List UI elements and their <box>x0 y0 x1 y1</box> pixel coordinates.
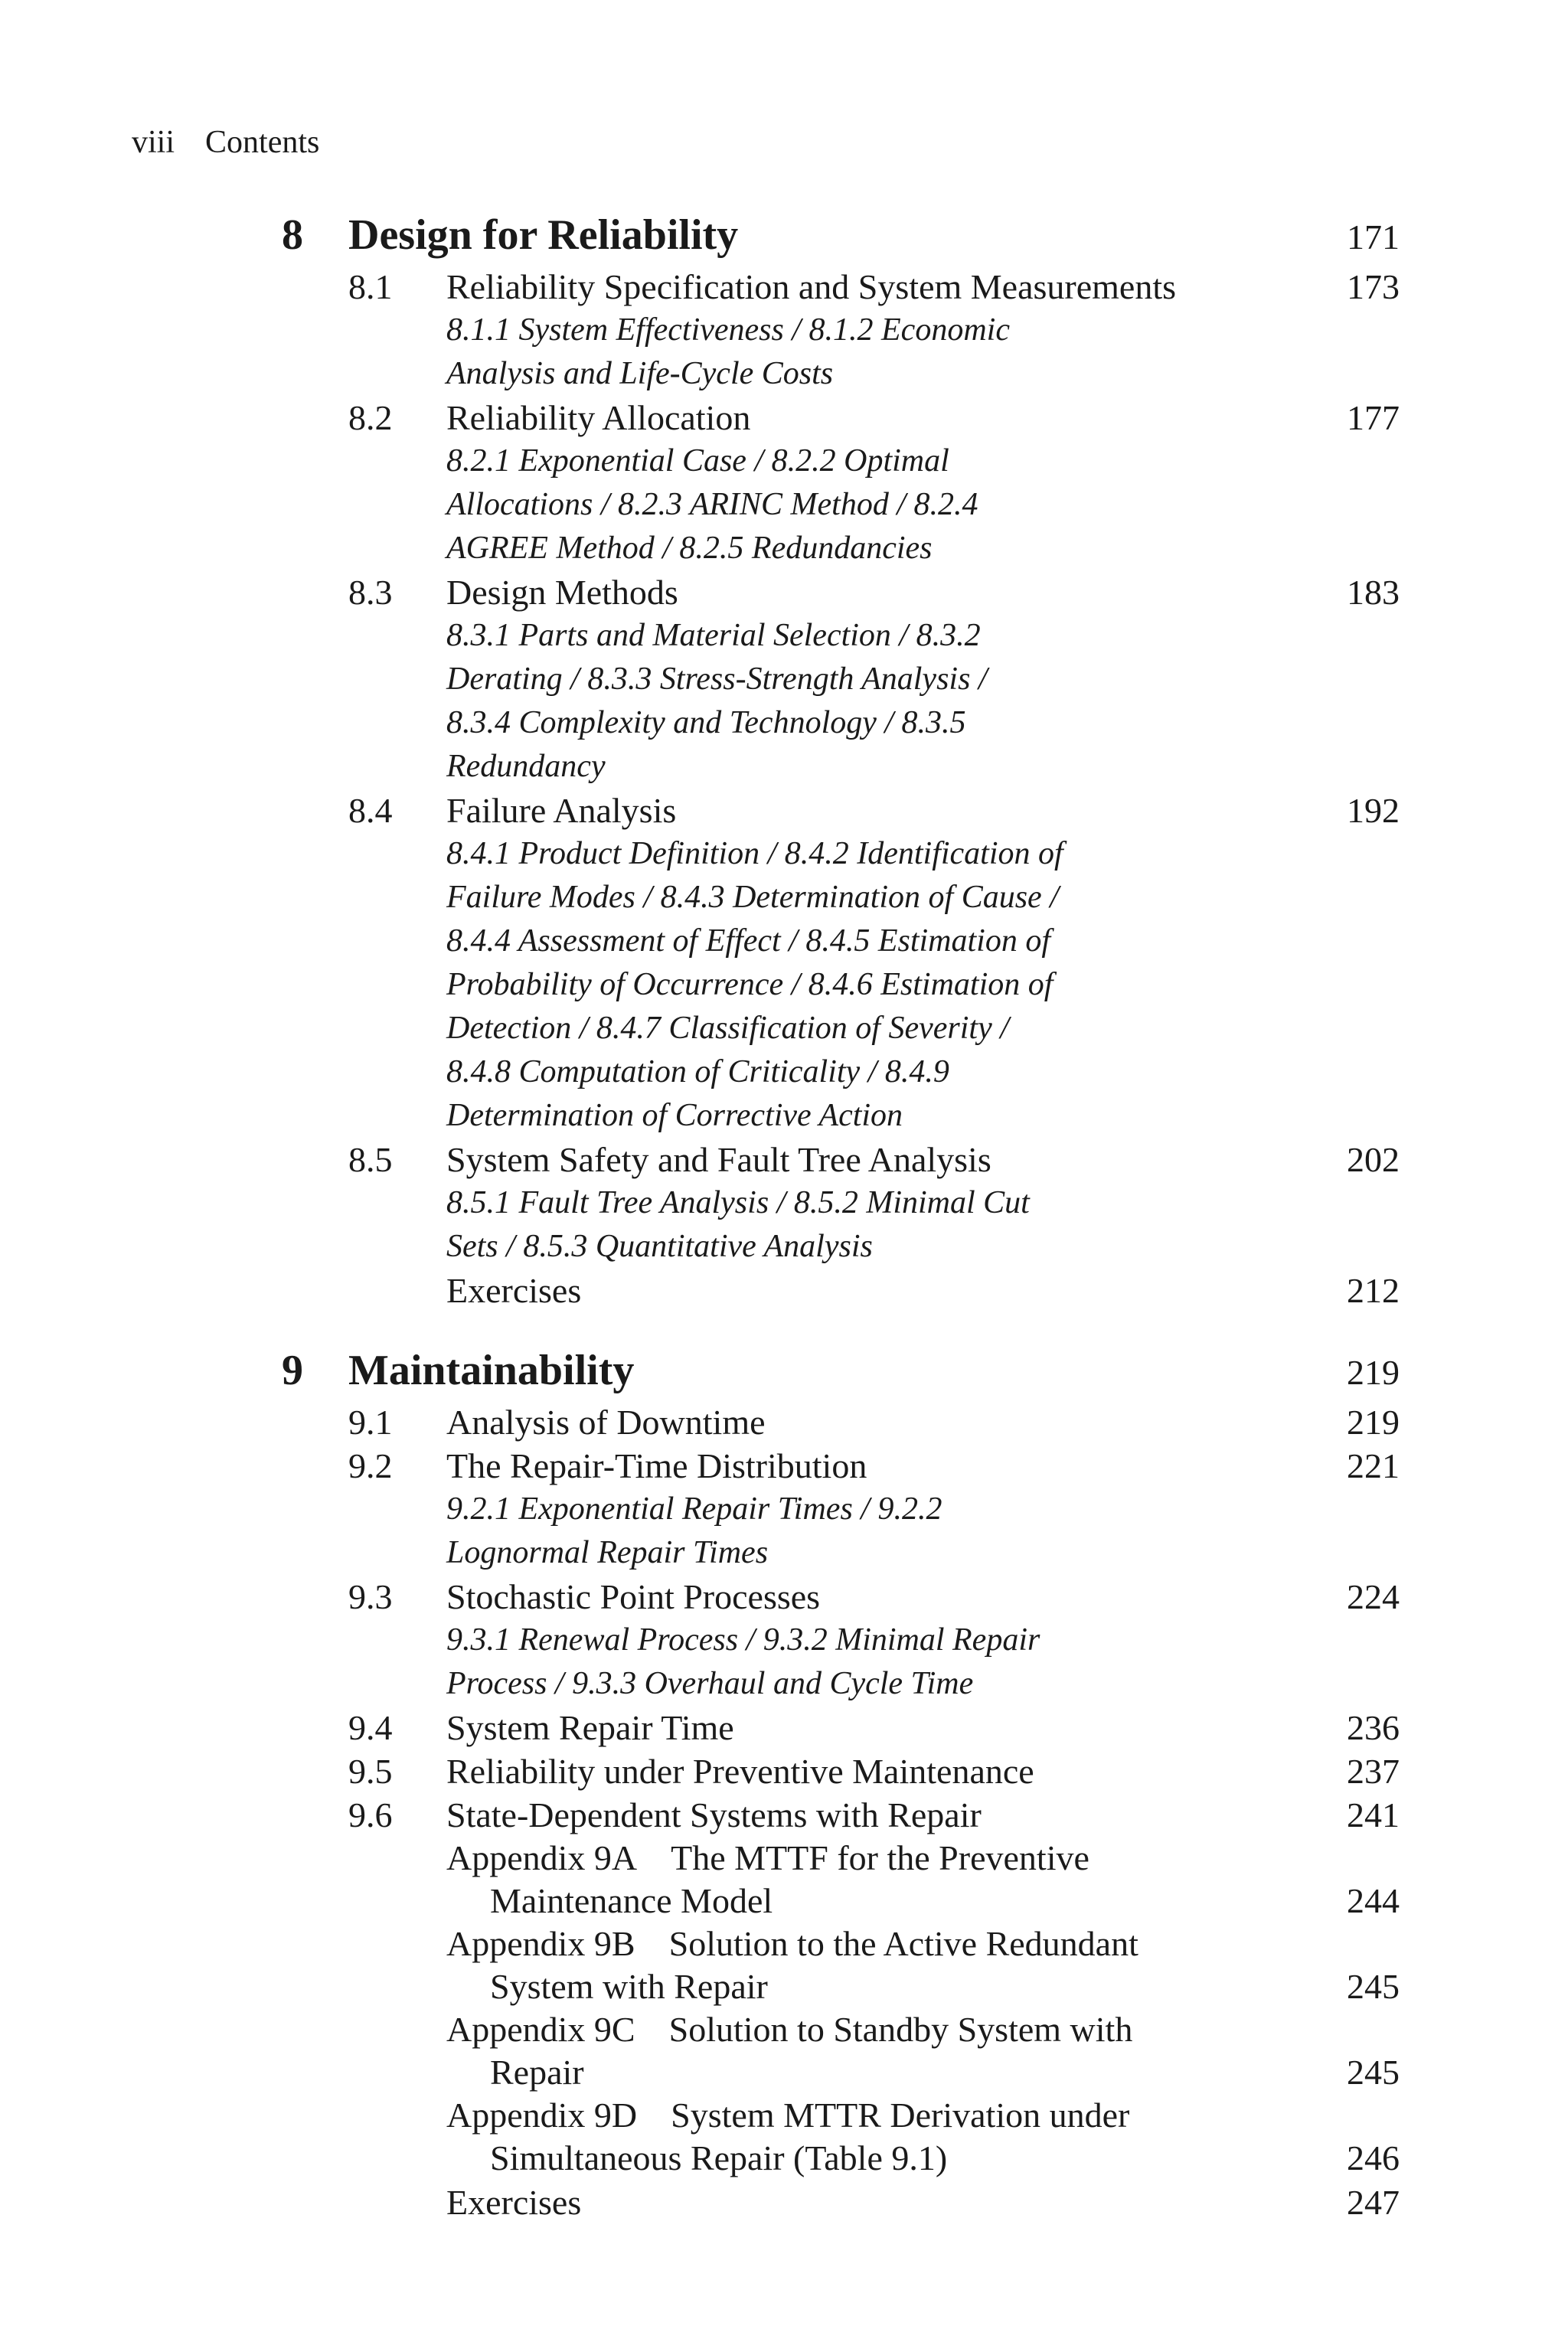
section-title: Reliability Allocation <box>446 398 751 437</box>
appendix-title-cont: Maintenance Model <box>490 1881 773 1920</box>
section-page: 177 <box>1347 398 1400 437</box>
subsection-line: 8.3.4 Complexity and Technology / 8.3.5 <box>446 705 966 740</box>
section-number: 8.5 <box>348 1140 393 1179</box>
subsection-line: Process / 9.3.3 Overhaul and Cycle Time <box>446 1666 974 1701</box>
subsection-line: Determination of Corrective Action <box>446 1098 903 1133</box>
chapter-9-heading[interactable] <box>0 1344 1568 1397</box>
appendix-label: Appendix 9D <box>446 2096 638 2135</box>
subsection-line: 8.1.1 System Effectiveness / 8.1.2 Economic <box>446 312 1010 348</box>
toc-entry-9-3[interactable] <box>0 1575 1568 1619</box>
section-page: 241 <box>1347 1795 1400 1834</box>
appendix-title: Solution to the Active Redundant <box>668 1924 1138 1963</box>
section-page: 219 <box>1347 1403 1400 1442</box>
appendix-title: Solution to Standby System with <box>668 2010 1133 2049</box>
toc-entry-8-1[interactable] <box>0 265 1568 309</box>
chapter-8-heading[interactable] <box>0 208 1568 262</box>
subsection-line: AGREE Method / 8.2.5 Redundancies <box>446 531 933 566</box>
toc-entry-9-4[interactable] <box>0 1706 1568 1749</box>
subsection-line: Sets / 8.5.3 Quantitative Analysis <box>446 1229 873 1264</box>
subsection-line: Lognormal Repair Times <box>446 1535 769 1570</box>
page-number: viii <box>132 125 175 160</box>
appendix-label: Appendix 9A <box>446 1838 638 1877</box>
section-title: Design Methods <box>446 573 678 612</box>
section-title: Analysis of Downtime <box>446 1403 766 1442</box>
section-number: 8.4 <box>348 791 393 830</box>
chapter-number: 8 <box>282 211 303 259</box>
appendix-title: The MTTF for the Preventive <box>671 1838 1089 1877</box>
running-head <box>132 122 319 162</box>
chapter-number: 9 <box>282 1347 303 1394</box>
section-title: Reliability under Preventive Maintenance <box>446 1752 1034 1791</box>
appendix-title-cont: Simultaneous Repair (Table 9.1) <box>490 2138 948 2177</box>
toc-entry-9-1[interactable] <box>0 1400 1568 1444</box>
appendix-title: System MTTR Derivation under <box>671 2096 1130 2135</box>
subsection-line: 8.3.1 Parts and Material Selection / 8.3.2 <box>446 618 981 653</box>
subsection-line: Failure Modes / 8.4.3 Determination of Cause / <box>446 880 1059 915</box>
toc-entry-8-5[interactable] <box>0 1138 1568 1181</box>
section-number: 8.2 <box>348 398 393 437</box>
toc-entry-9-6[interactable] <box>0 1793 1568 1837</box>
section-title: Exercises <box>446 1271 582 1310</box>
subsection-line: 8.5.1 Fault Tree Analysis / 8.5.2 Minimal Cut <box>446 1185 1030 1220</box>
chapter-title: Maintainability <box>348 1347 635 1394</box>
section-number: 9.2 <box>348 1446 393 1485</box>
section-title: Failure Analysis <box>446 791 677 830</box>
section-page: 247 <box>1347 2183 1400 2222</box>
section-title: System Safety and Fault Tree Analysis <box>446 1140 991 1179</box>
section-title: Stochastic Point Processes <box>446 1577 821 1616</box>
section-number: 9.1 <box>348 1403 393 1442</box>
toc-entry-9-5[interactable] <box>0 1749 1568 1793</box>
section-page: 212 <box>1347 1271 1400 1310</box>
chapter-page: 219 <box>1347 1353 1400 1392</box>
section-title: Reliability Specification and System Measurements <box>446 267 1177 306</box>
section-number: 9.6 <box>348 1795 393 1834</box>
toc-entry-8-4[interactable] <box>0 789 1568 832</box>
subsection-line: Analysis and Life-Cycle Costs <box>446 356 834 391</box>
appendix-label: Appendix 9B <box>446 1924 635 1963</box>
appendix-title-cont: Repair <box>490 2053 584 2092</box>
section-number: 9.4 <box>348 1708 393 1747</box>
section-number: 8.3 <box>348 573 393 612</box>
subsection-line: 9.2.1 Exponential Repair Times / 9.2.2 <box>446 1491 942 1527</box>
section-page: 221 <box>1347 1446 1400 1485</box>
appendix-title-cont: System with Repair <box>490 1967 768 2006</box>
appendix-page: 244 <box>1347 1881 1400 1920</box>
chapter-title: Design for Reliability <box>348 211 739 259</box>
section-page: 202 <box>1347 1140 1400 1179</box>
section-title: Exercises <box>446 2183 582 2222</box>
toc-entry-8-3[interactable] <box>0 570 1568 614</box>
subsection-line: 8.4.4 Assessment of Effect / 8.4.5 Estimation of <box>446 923 1051 959</box>
section-title: The Repair-Time Distribution <box>446 1446 867 1485</box>
section-page: 183 <box>1347 573 1400 612</box>
toc-entry-8-2[interactable] <box>0 396 1568 439</box>
toc-entry-exercises-9[interactable] <box>0 2180 1568 2224</box>
section-page: 192 <box>1347 791 1400 830</box>
subsection-line: Detection / 8.4.7 Classification of Severity / <box>446 1011 1009 1046</box>
section-title: State-Dependent Systems with Repair <box>446 1795 982 1834</box>
subsection-line: Redundancy <box>446 749 606 784</box>
appendix-page: 245 <box>1347 2053 1400 2092</box>
subsection-line: 8.2.1 Exponential Case / 8.2.2 Optimal <box>446 443 949 479</box>
appendix-label: Appendix 9C <box>446 2010 635 2049</box>
section-page: 237 <box>1347 1752 1400 1791</box>
subsection-line: Derating / 8.3.3 Stress-Strength Analysis / <box>446 662 988 697</box>
section-title: System Repair Time <box>446 1708 734 1747</box>
subsection-line: Probability of Occurrence / 8.4.6 Estimation of <box>446 967 1054 1002</box>
toc-entry-exercises-8[interactable] <box>0 1269 1568 1312</box>
section-number: 8.1 <box>348 267 393 306</box>
appendix-page: 246 <box>1347 2138 1400 2177</box>
subsection-line: 9.3.1 Renewal Process / 9.3.2 Minimal Repair <box>446 1622 1040 1658</box>
section-page: 236 <box>1347 1708 1400 1747</box>
section-page: 173 <box>1347 267 1400 306</box>
toc-entry-9-2[interactable] <box>0 1444 1568 1488</box>
appendix-page: 245 <box>1347 1967 1400 2006</box>
chapter-page: 171 <box>1347 217 1400 256</box>
running-head-title: Contents <box>205 125 320 160</box>
subsection-line: 8.4.1 Product Definition / 8.4.2 Identification of <box>446 836 1063 871</box>
section-number: 9.5 <box>348 1752 393 1791</box>
section-page: 224 <box>1347 1577 1400 1616</box>
subsection-line: 8.4.8 Computation of Criticality / 8.4.9 <box>446 1054 949 1089</box>
subsection-line: Allocations / 8.2.3 ARINC Method / 8.2.4 <box>446 487 978 522</box>
section-number: 9.3 <box>348 1577 393 1616</box>
